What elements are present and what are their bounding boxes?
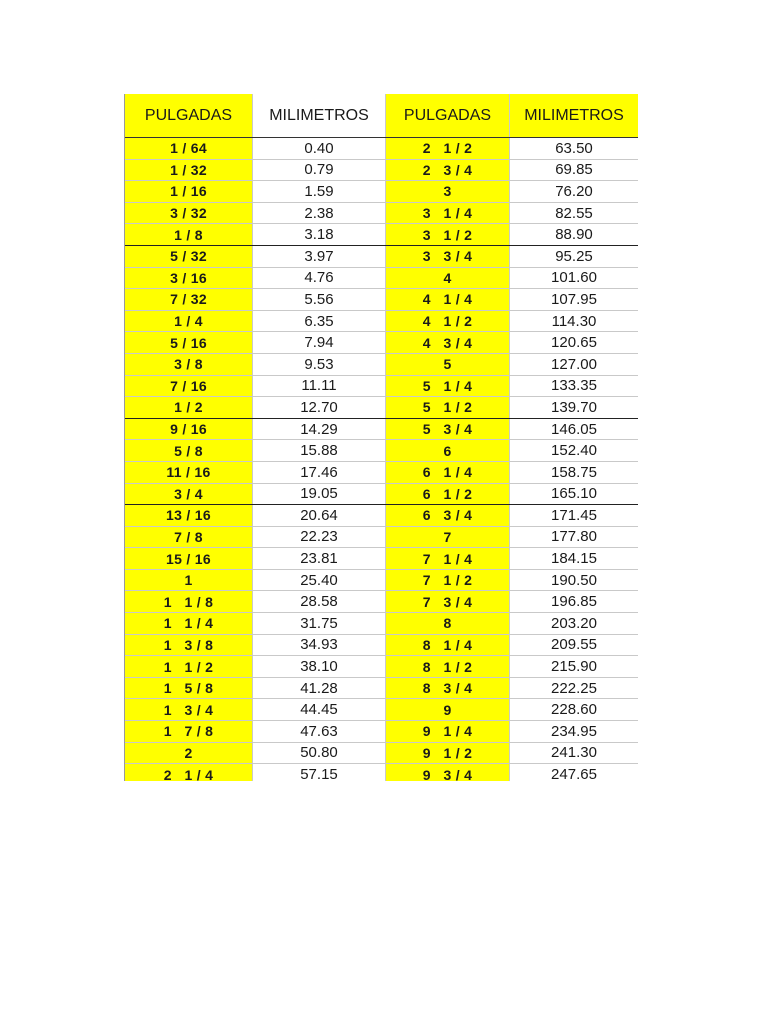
cell-pulgadas-1: 1 (125, 570, 253, 591)
cell-milimetros-2: 82.55 (555, 204, 593, 222)
cell-pulgadas-1: 1 1 / 4 (125, 613, 253, 634)
table-row (125, 268, 638, 290)
cell-milimetros-1: 3.97 (253, 246, 386, 267)
cell-pulgadas-2: 6 (386, 440, 510, 461)
cell-milimetros-2: 184.15 (551, 550, 597, 568)
cell-milimetros-2: 177.80 (551, 528, 597, 546)
cell-milimetros-1: 3.18 (253, 224, 386, 245)
table-row (125, 462, 638, 484)
cell-milimetros-1: 20.64 (253, 505, 386, 526)
cell-pulgadas-2: 4 3 / 4 (386, 332, 510, 353)
cell-pulgadas-1: 3 / 4 (125, 484, 253, 505)
cell-milimetros-1: 31.75 (253, 613, 386, 634)
cell-milimetros-2: 203.20 (551, 614, 597, 632)
cell-pulgadas-2: 9 (386, 699, 510, 720)
table-row (125, 548, 638, 570)
cell-milimetros-1: 22.23 (253, 527, 386, 548)
cell-pulgadas-2: 6 1 / 2 (386, 484, 510, 505)
cell-pulgadas-2: 5 1 / 2 (386, 397, 510, 418)
cell-pulgadas-2: 4 1 / 2 (386, 311, 510, 332)
cell-pulgadas-2: 8 1 / 2 (386, 656, 510, 677)
header-pulgadas-1: PULGADAS (125, 94, 253, 137)
cell-milimetros-1: 57.15 (253, 764, 386, 781)
cell-milimetros-1: 23.81 (253, 548, 386, 569)
table-row (125, 678, 638, 700)
cell-pulgadas-1: 13 / 16 (125, 505, 253, 526)
table-row (125, 160, 638, 182)
cell-milimetros-2: 146.05 (551, 420, 597, 438)
cell-pulgadas-2: 2 3 / 4 (386, 160, 510, 181)
table-row (125, 224, 638, 246)
cell-pulgadas-1: 2 (125, 743, 253, 764)
cell-milimetros-1: 50.80 (253, 743, 386, 764)
table-row (125, 138, 638, 160)
cell-milimetros-2: 196.85 (551, 593, 597, 611)
cell-milimetros-2: 107.95 (551, 290, 597, 308)
cell-milimetros-2: 158.75 (551, 463, 597, 481)
table-row (125, 505, 638, 527)
cell-milimetros-1: 0.79 (253, 160, 386, 181)
cell-pulgadas-2: 8 1 / 4 (386, 635, 510, 656)
cell-pulgadas-1: 1 / 2 (125, 397, 253, 418)
table-row (125, 419, 638, 441)
table-row (125, 570, 638, 592)
cell-milimetros-1: 19.05 (253, 484, 386, 505)
cell-milimetros-2: 63.50 (555, 139, 593, 157)
table-row (125, 613, 638, 635)
cell-milimetros-2: 76.20 (555, 182, 593, 200)
cell-milimetros-2: 241.30 (551, 744, 597, 762)
table-row (125, 440, 638, 462)
cell-pulgadas-2: 3 (386, 181, 510, 202)
cell-pulgadas-1: 1 / 16 (125, 181, 253, 202)
cell-milimetros-2: 127.00 (551, 355, 597, 373)
cell-pulgadas-1: 1 3 / 8 (125, 635, 253, 656)
cell-pulgadas-2: 9 1 / 2 (386, 743, 510, 764)
cell-milimetros-1: 47.63 (253, 721, 386, 742)
cell-milimetros-2: 114.30 (551, 312, 597, 330)
cell-milimetros-2: 120.65 (551, 334, 597, 352)
cell-pulgadas-1: 1 5 / 8 (125, 678, 253, 699)
cell-pulgadas-1: 5 / 16 (125, 332, 253, 353)
cell-milimetros-2: 209.55 (551, 636, 597, 654)
cell-milimetros-2: 133.35 (551, 377, 597, 395)
table-row (125, 656, 638, 678)
cell-pulgadas-2: 7 3 / 4 (386, 591, 510, 612)
cell-milimetros-1: 1.59 (253, 181, 386, 202)
cell-pulgadas-1: 1 / 8 (125, 224, 253, 245)
cell-milimetros-1: 6.35 (253, 311, 386, 332)
table-row (125, 527, 638, 549)
cell-pulgadas-2: 5 1 / 4 (386, 376, 510, 397)
table-row (125, 635, 638, 657)
cell-milimetros-2: 247.65 (551, 766, 597, 781)
cell-milimetros-1: 17.46 (253, 462, 386, 483)
cell-pulgadas-2: 3 1 / 4 (386, 203, 510, 224)
cell-milimetros-1: 38.10 (253, 656, 386, 677)
cell-milimetros-2: 234.95 (551, 722, 597, 740)
cell-pulgadas-2: 9 1 / 4 (386, 721, 510, 742)
cell-pulgadas-1: 7 / 16 (125, 376, 253, 397)
cell-milimetros-1: 2.38 (253, 203, 386, 224)
cell-milimetros-1: 15.88 (253, 440, 386, 461)
table-row (125, 289, 638, 311)
cell-milimetros-1: 0.40 (253, 138, 386, 159)
table-row (125, 591, 638, 613)
cell-pulgadas-2: 7 1 / 4 (386, 548, 510, 569)
table-row (125, 743, 638, 765)
cell-pulgadas-2: 8 3 / 4 (386, 678, 510, 699)
cell-milimetros-1: 4.76 (253, 268, 386, 289)
cell-milimetros-2: 101.60 (551, 269, 597, 287)
table-row (125, 764, 638, 781)
table-row (125, 354, 638, 376)
header-pulgadas-2: PULGADAS (386, 94, 510, 137)
table-row (125, 484, 638, 506)
cell-milimetros-1: 14.29 (253, 419, 386, 440)
cell-milimetros-1: 44.45 (253, 699, 386, 720)
cell-pulgadas-1: 15 / 16 (125, 548, 253, 569)
table-row (125, 376, 638, 398)
cell-pulgadas-2: 5 (386, 354, 510, 375)
cell-pulgadas-2: 9 3 / 4 (386, 764, 510, 781)
cell-pulgadas-1: 1 / 4 (125, 311, 253, 332)
table-row (125, 397, 638, 419)
cell-milimetros-1: 41.28 (253, 678, 386, 699)
cell-pulgadas-1: 7 / 8 (125, 527, 253, 548)
cell-pulgadas-1: 2 1 / 4 (125, 764, 253, 781)
cell-milimetros-2: 215.90 (551, 658, 597, 676)
table-row (125, 721, 638, 743)
cell-pulgadas-2: 2 1 / 2 (386, 138, 510, 159)
cell-pulgadas-1: 1 / 32 (125, 160, 253, 181)
conversion-table (124, 94, 638, 781)
cell-pulgadas-1: 1 1 / 8 (125, 591, 253, 612)
cell-pulgadas-1: 9 / 16 (125, 419, 253, 440)
cell-pulgadas-1: 1 / 64 (125, 138, 253, 159)
cell-milimetros-2: 139.70 (551, 398, 597, 416)
cell-pulgadas-2: 5 3 / 4 (386, 419, 510, 440)
header-milimetros-1: MILIMETROS (253, 94, 386, 137)
cell-pulgadas-2: 7 1 / 2 (386, 570, 510, 591)
cell-milimetros-1: 28.58 (253, 591, 386, 612)
cell-milimetros-1: 12.70 (253, 397, 386, 418)
cell-pulgadas-1: 3 / 16 (125, 268, 253, 289)
table-body (125, 138, 638, 781)
table-row (125, 311, 638, 333)
cell-milimetros-1: 9.53 (253, 354, 386, 375)
cell-milimetros-2: 88.90 (555, 226, 593, 244)
cell-milimetros-2: 222.25 (551, 679, 597, 697)
cell-pulgadas-2: 4 1 / 4 (386, 289, 510, 310)
cell-milimetros-1: 5.56 (253, 289, 386, 310)
cell-pulgadas-2: 3 3 / 4 (386, 246, 510, 267)
cell-pulgadas-1: 1 7 / 8 (125, 721, 253, 742)
cell-pulgadas-1: 3 / 32 (125, 203, 253, 224)
cell-milimetros-2: 165.10 (551, 485, 597, 503)
table-row (125, 699, 638, 721)
cell-milimetros-1: 11.11 (253, 376, 386, 397)
cell-milimetros-1: 34.93 (253, 635, 386, 656)
cell-pulgadas-1: 1 3 / 4 (125, 699, 253, 720)
cell-pulgadas-1: 5 / 32 (125, 246, 253, 267)
header-milimetros-2: MILIMETROS (510, 94, 638, 137)
table-row (125, 246, 638, 268)
cell-pulgadas-1: 5 / 8 (125, 440, 253, 461)
cell-milimetros-2: 171.45 (551, 506, 597, 524)
table-row (125, 203, 638, 225)
cell-pulgadas-2: 6 1 / 4 (386, 462, 510, 483)
cell-milimetros-2: 152.40 (551, 442, 597, 460)
table-header-row (125, 94, 638, 138)
cell-pulgadas-1: 7 / 32 (125, 289, 253, 310)
table-row (125, 181, 638, 203)
cell-milimetros-2: 190.50 (551, 571, 597, 589)
cell-pulgadas-1: 3 / 8 (125, 354, 253, 375)
cell-milimetros-2: 95.25 (555, 247, 593, 265)
cell-pulgadas-2: 4 (386, 268, 510, 289)
cell-pulgadas-1: 1 1 / 2 (125, 656, 253, 677)
cell-milimetros-2: 69.85 (555, 161, 593, 179)
cell-pulgadas-2: 6 3 / 4 (386, 505, 510, 526)
cell-pulgadas-1: 11 / 16 (125, 462, 253, 483)
cell-milimetros-2: 228.60 (551, 701, 597, 719)
cell-pulgadas-2: 3 1 / 2 (386, 224, 510, 245)
cell-milimetros-1: 25.40 (253, 570, 386, 591)
cell-pulgadas-2: 8 (386, 613, 510, 634)
cell-milimetros-1: 7.94 (253, 332, 386, 353)
table-row (125, 332, 638, 354)
cell-pulgadas-2: 7 (386, 527, 510, 548)
